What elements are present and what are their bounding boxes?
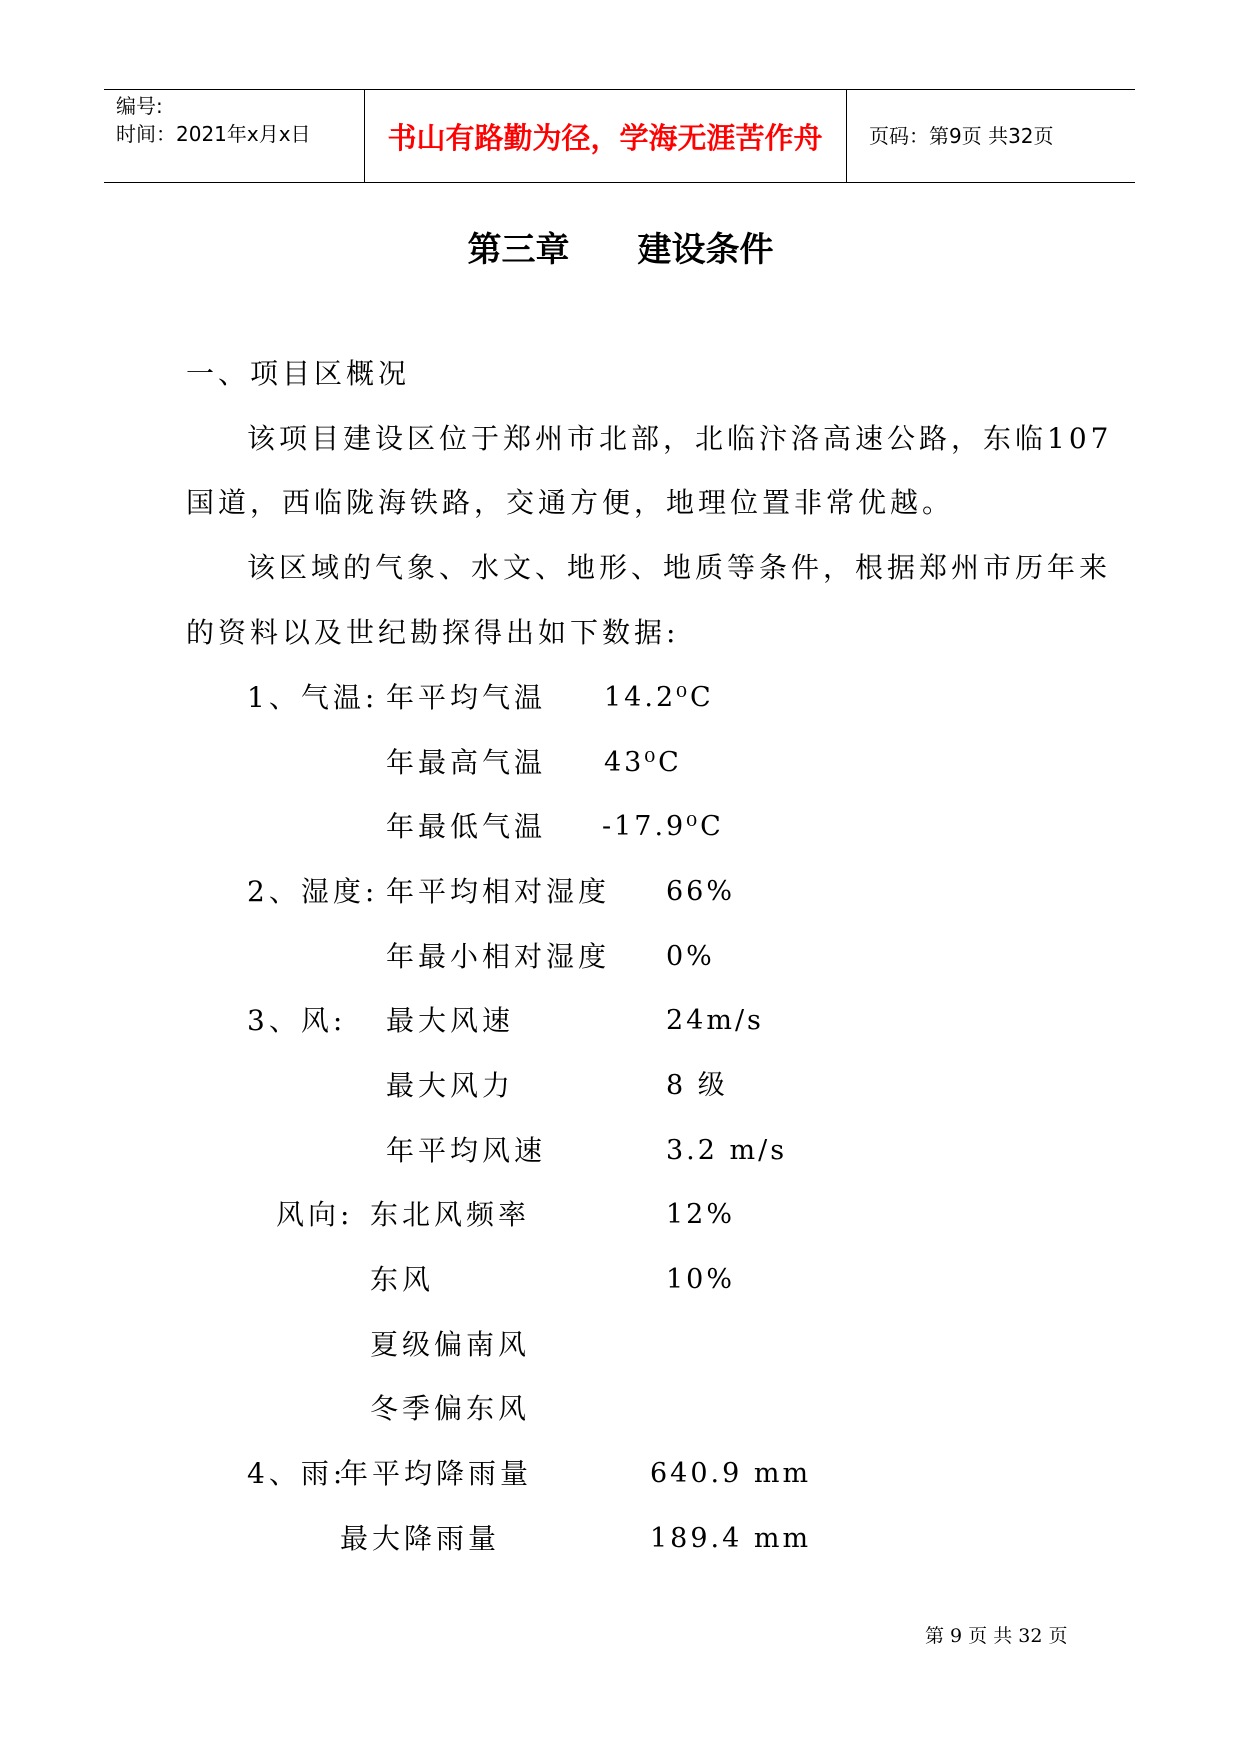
- paragraph-1-line-1: 该项目建设区位于郑州市北部，北临汴洛高速公路，东临107: [247, 422, 1113, 455]
- header-meta: [116, 92, 311, 148]
- wind-max-speed-label: 最大风速: [386, 1004, 515, 1037]
- wind-summer: 夏级偏南风: [370, 1328, 531, 1361]
- temperature-prefix: 1、气温:: [247, 681, 379, 714]
- wind-max-speed-value: 24m/s: [666, 1005, 764, 1036]
- wind-direction-prefix: 风向:: [276, 1198, 354, 1231]
- section-heading: 一、项目区概况: [186, 357, 411, 390]
- wind-ne-label: 东北风频率: [370, 1198, 531, 1231]
- header-time: 时间：2021年x月x日: [116, 122, 311, 146]
- paragraph-1-line-2: 国道，西临陇海铁路，交通方便，地理位置非常优越。: [186, 486, 955, 519]
- wind-max-force-value: 8 级: [666, 1070, 728, 1101]
- temp-min-label: 年最低气温: [386, 810, 547, 843]
- rain-prefix: 4、雨:: [247, 1457, 347, 1490]
- wind-ne-value: 12%: [666, 1199, 736, 1230]
- wind-prefix: 3、风:: [247, 1004, 347, 1037]
- page-footer: 第 9 页 共 32 页: [925, 1625, 1068, 1647]
- hum-avg-label: 年平均相对湿度: [386, 875, 611, 908]
- rain-max-value: 189.4 mm: [650, 1523, 812, 1554]
- header-divider-right: [846, 90, 847, 182]
- header-motto: 书山有路勤为径，学海无涯苦作舟: [387, 121, 823, 155]
- hum-min-label: 年最小相对湿度: [386, 940, 611, 973]
- temp-max-value: 43⁰C: [604, 747, 682, 778]
- temp-avg-value: 14.2⁰C: [604, 682, 714, 713]
- hum-avg-value: 66%: [666, 876, 736, 907]
- humidity-prefix: 2、湿度:: [247, 875, 379, 908]
- temp-avg-label: 年平均气温: [386, 681, 547, 714]
- temp-max-label: 年最高气温: [386, 746, 547, 779]
- rain-avg-label: 年平均降雨量: [340, 1457, 533, 1490]
- paragraph-2-line-2: 的资料以及世纪勘探得出如下数据:: [186, 616, 680, 649]
- wind-e-label: 东风: [370, 1263, 435, 1296]
- wind-avg-speed-label: 年平均风速: [386, 1134, 547, 1167]
- wind-winter: 冬季偏东风: [370, 1392, 531, 1425]
- rain-max-label: 最大降雨量: [340, 1522, 501, 1555]
- page-header: [104, 89, 1135, 183]
- rain-avg-value: 640.9 mm: [650, 1458, 812, 1489]
- wind-e-value: 10%: [666, 1264, 736, 1295]
- chapter-title: 第三章 建设条件: [467, 230, 774, 270]
- wind-max-force-label: 最大风力: [386, 1069, 515, 1102]
- wind-avg-speed-value: 3.2 m/s: [666, 1135, 788, 1166]
- paragraph-2-line-1: 该区域的气象、水文、地形、地质等条件，根据郑州市历年来: [247, 551, 1112, 584]
- hum-min-value: 0%: [666, 941, 715, 972]
- header-number-label: 编号:: [116, 94, 163, 118]
- temp-min-value: -17.9⁰C: [602, 811, 724, 842]
- header-page-number: 页码：第9页 共32页: [869, 124, 1054, 148]
